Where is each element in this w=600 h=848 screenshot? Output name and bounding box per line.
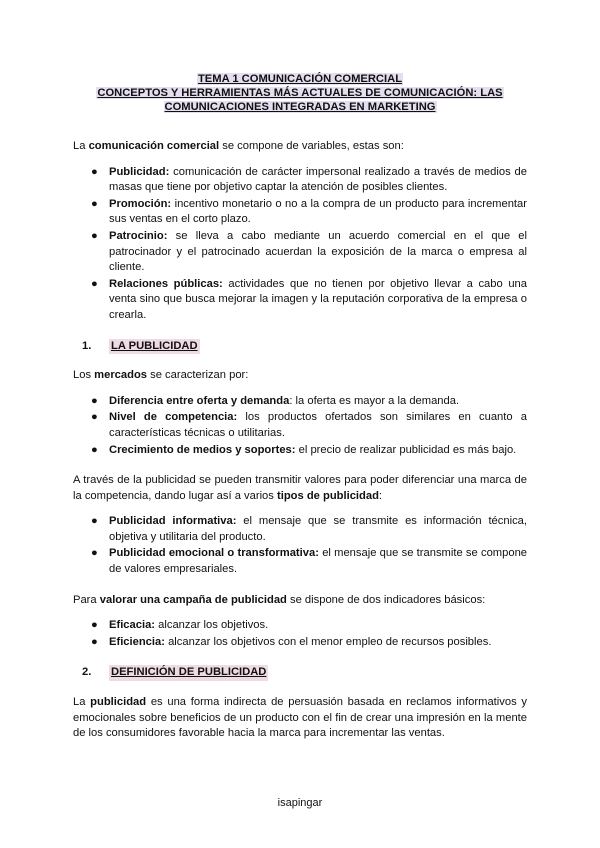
valorar-paragraph: Para valorar una campaña de publicidad se dispone de dos indicadores básicos: [73, 593, 486, 606]
list-item: ● Publicidad: comunicación de carácter impersonal realizado a través de medios de masas que tiene por objetivo captar la atención de posibles clientes. [91, 165, 527, 194]
mercados-paragraph: Los mercados se caracterizan por: [73, 369, 249, 382]
list-item: ● Diferencia entre oferta y demanda: la oferta es mayor a la demanda. [109, 394, 527, 410]
bullet-icon: ● [91, 277, 98, 290]
tipos-list [73, 514, 527, 577]
bullet-icon: ● [91, 619, 98, 632]
mercados-list [73, 394, 527, 458]
section-number: 1. [82, 339, 92, 352]
section-title: DEFINICIÓN DE PUBLICIDAD [109, 665, 268, 681]
bullet-icon: ● [91, 165, 98, 178]
title-line-3: COMUNICACIONES INTEGRADAS EN MARKETING [164, 101, 436, 113]
title-line-2: CONCEPTOS Y HERRAMIENTAS MÁS ACTUALES DE COMUNICACIÓN: LAS [97, 87, 503, 99]
list-item: ● Eficiencia: alcanzar los objetivos con el menor empleo de recursos posibles. [109, 635, 527, 651]
title-line-1: TEMA 1 COMUNICACIÓN COMERCIAL [197, 73, 403, 85]
list-item: ● Eficacia: alcanzar los objetivos. [109, 618, 527, 634]
list-item: ● Publicidad emocional o transformativa: el mensaje que se transmite se compone de valores empresariales. [91, 547, 528, 576]
list-item: ● Nivel de competencia: los productos ofertados son similares en cuanto a características técnicas o utilitarias. [91, 411, 527, 439]
bullet-icon: ● [91, 547, 98, 560]
section-number: 2. [82, 666, 92, 679]
tipos-paragraph: A través de la publicidad se pueden transmitir valores para poder diferenciar una marca de la competencia, dando lugar así a varios tipos de publicidad: [73, 474, 527, 502]
bullet-icon: ● [91, 197, 98, 210]
list-item: ● Patrocinio: se lleva a cabo mediante un acuerdo comercial en el que el patrocinador y el patrocinado acuerdan la exposición de la marca o empresa al cliente. [91, 229, 527, 274]
definicion-paragraph: La publicidad es una forma indirecta de persuasión basada en reclamos informativos y emocionales sobre beneficios de un producto con el fin de crear una impresión en la mente de los consumidores favorable hacia la marca para incrementar las ventas. [73, 696, 527, 740]
list-item: ● Publicidad informativa: el mensaje que se transmite es información técnica, objetiva y utilitaria del producto. [91, 515, 527, 543]
page-footer: isapingar [277, 797, 323, 809]
section-title: LA PUBLICIDAD [109, 339, 200, 355]
bullet-icon: ● [91, 394, 98, 407]
list-item: ● Crecimiento de medios y soportes: el precio de realizar publicidad es más bajo. [109, 443, 527, 459]
document-page [73, 72, 527, 752]
list-item: ● Promoción: incentivo monetario o no a la compra de un producto para incrementar sus ventas en el corto plazo. [91, 197, 527, 226]
list-item: ● Relaciones públicas: actividades que no tienen por objetivo llevar a cabo una venta sino que busca mejorar la imagen y la reputación corporativa de la empresa o crearla. [91, 277, 527, 321]
document-title [73, 72, 527, 114]
section-heading-1 [82, 339, 527, 355]
variables-list [73, 165, 527, 324]
bullet-icon: ● [91, 515, 98, 528]
bullet-icon: ● [91, 229, 98, 242]
valorar-list [73, 618, 527, 650]
section-heading-2 [82, 665, 527, 681]
bullet-icon: ● [91, 635, 98, 648]
bullet-icon: ● [91, 443, 98, 456]
bullet-icon: ● [91, 411, 98, 424]
intro-paragraph: La comunicación comercial se compone de variables, estas son: [73, 140, 404, 152]
